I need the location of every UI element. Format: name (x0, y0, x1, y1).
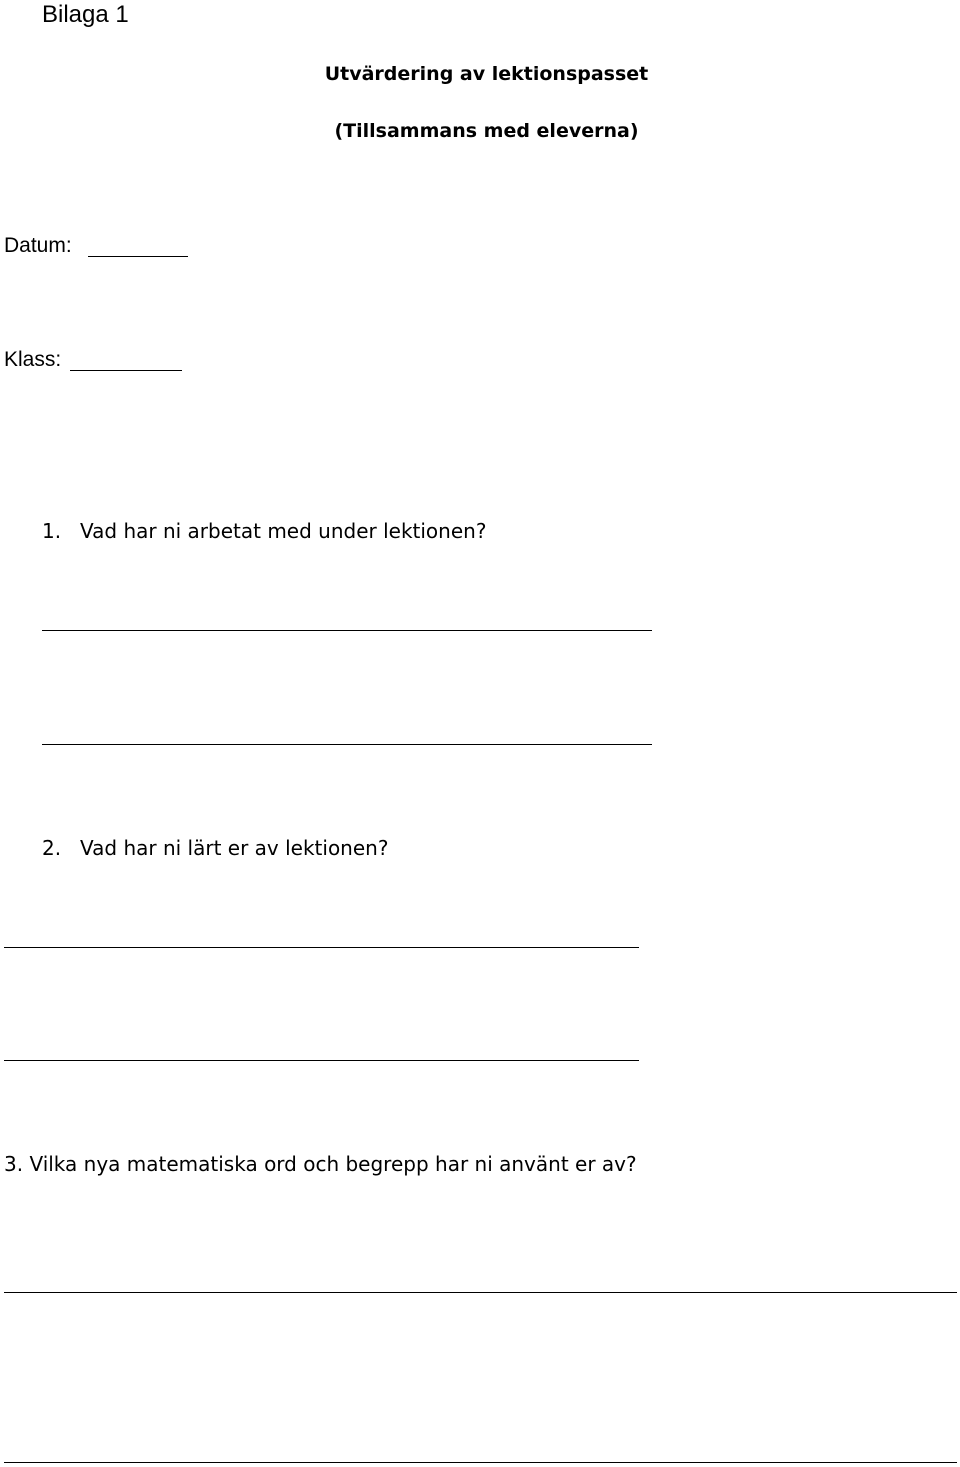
question-3 (4, 1151, 637, 1177)
question-2-answer-line-2[interactable] (4, 1060, 639, 1061)
question-1-text: Vad har ni arbetat med under lektionen? (80, 519, 487, 543)
question-2 (42, 835, 388, 861)
question-2-answer-line-1[interactable] (4, 947, 639, 948)
question-1-answer-line-1[interactable] (42, 630, 652, 631)
question-1-answer-line-2[interactable] (42, 744, 652, 745)
date-blank-line[interactable] (88, 256, 188, 257)
question-2-number: 2. (42, 836, 62, 860)
question-3-answer-line-1[interactable] (4, 1292, 957, 1293)
class-label: Klass: (4, 348, 62, 371)
class-blank-line[interactable] (70, 370, 182, 371)
question-3-answer-line-2[interactable] (4, 1462, 957, 1463)
question-3-number: 3. (4, 1152, 24, 1176)
date-label: Datum: (4, 234, 72, 257)
document-subtitle: (Tillsammans med eleverna) (334, 120, 639, 142)
appendix-label: Bilaga 1 (42, 1, 129, 28)
question-1-number: 1. (42, 519, 62, 543)
question-3-text: Vilka nya matematiska ord och begrepp har ni använt er av? (29, 1152, 637, 1176)
question-2-text: Vad har ni lärt er av lektionen? (80, 836, 389, 860)
document-title: Utvärdering av lektionspasset (324, 63, 649, 85)
question-1 (42, 518, 486, 544)
